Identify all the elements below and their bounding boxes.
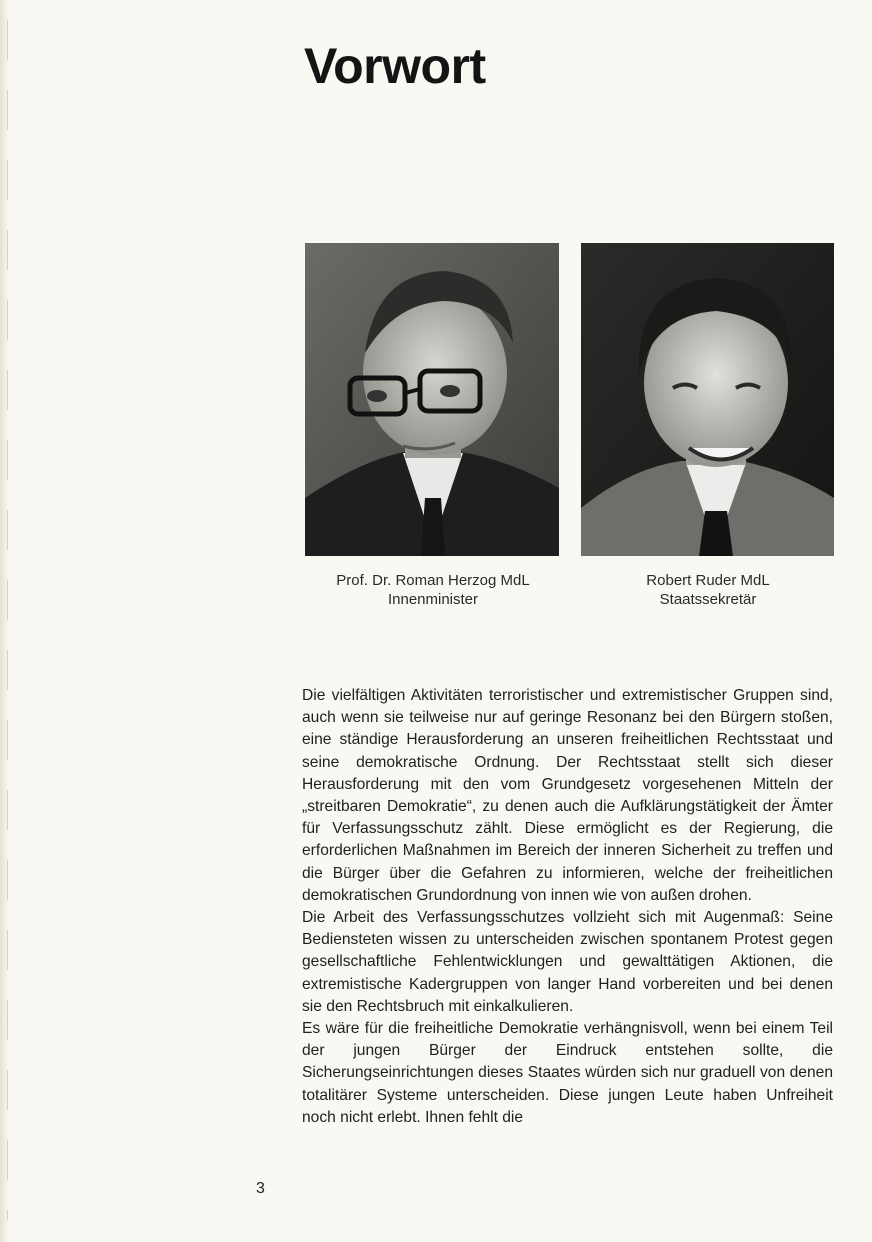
page-number: 3: [256, 1180, 265, 1197]
caption-name: Robert Ruder MdL: [646, 572, 770, 589]
portrait-herzog-image: [305, 243, 559, 556]
body-text: [302, 685, 833, 1129]
paragraph: Die vielfältigen Aktivitäten terroristischer und extremistischer Gruppen sind, auch wenn sie teilweise nur auf geringe Resonanz bei den Bürgern stoßen, eine ständige Herausforderung an unseren freiheitlichen Rechtsstaat und seine demokratische Ordnung. Der Rechtsstaat stellt sich dieser Herausforderung mit den vom Grundgesetz vorgesehenen Mitteln der „streitbaren Demokratie“, zu denen auch die Aufklärungstätigkeit der Ämter für Verfassungsschutz zählt. Diese ermöglicht es der Regierung, die erforderlichen Maßnahmen im Bereich der inneren Sicherheit zu treffen und die Bürger über die Gefahren zu informieren, welche der freiheitlichen demokratischen Grundordnung von innen wie von außen drohen.: [302, 687, 833, 904]
caption-role: Innenminister: [387, 591, 479, 608]
caption-name: Prof. Dr. Roman Herzog MdL: [336, 572, 530, 589]
caption-herzog: [298, 571, 568, 609]
binding-stitch-line: [7, 20, 8, 1220]
portrait-photo-herzog: [305, 243, 559, 556]
portrait-photo-ruder: [581, 243, 834, 556]
page-title: Vorwort: [304, 38, 486, 94]
portrait-ruder-image: [581, 243, 834, 556]
paragraph: Die Arbeit des Verfassungsschutzes vollzieht sich mit Augenmaß: Seine Bediensteten wissen zu unterscheiden zwischen spontanem Protest gegen gesellschaftliche Fehlentwicklungen und gewalttätigen Aktionen, die extremistische Kadergruppen von langer Hand vorbereiten und bei denen sie den Rechtsbruch mit einkalkulieren.: [302, 909, 833, 1015]
paragraph: Es wäre für die freiheitliche Demokratie verhängnisvoll, wenn bei einem Teil der jungen Bürger der Eindruck entstehen sollte, die Sicherungseinrichtungen dieses Staates würden sich nur graduell von denen totalitärer Systeme unterscheiden. Diese jungen Leute haben Unfreiheit noch nicht erlebt. Ihnen fehlt die: [302, 1020, 833, 1126]
caption-ruder: [571, 571, 845, 609]
caption-role: Staatssekretär: [659, 591, 757, 608]
page-binding-edge: [0, 0, 10, 1242]
